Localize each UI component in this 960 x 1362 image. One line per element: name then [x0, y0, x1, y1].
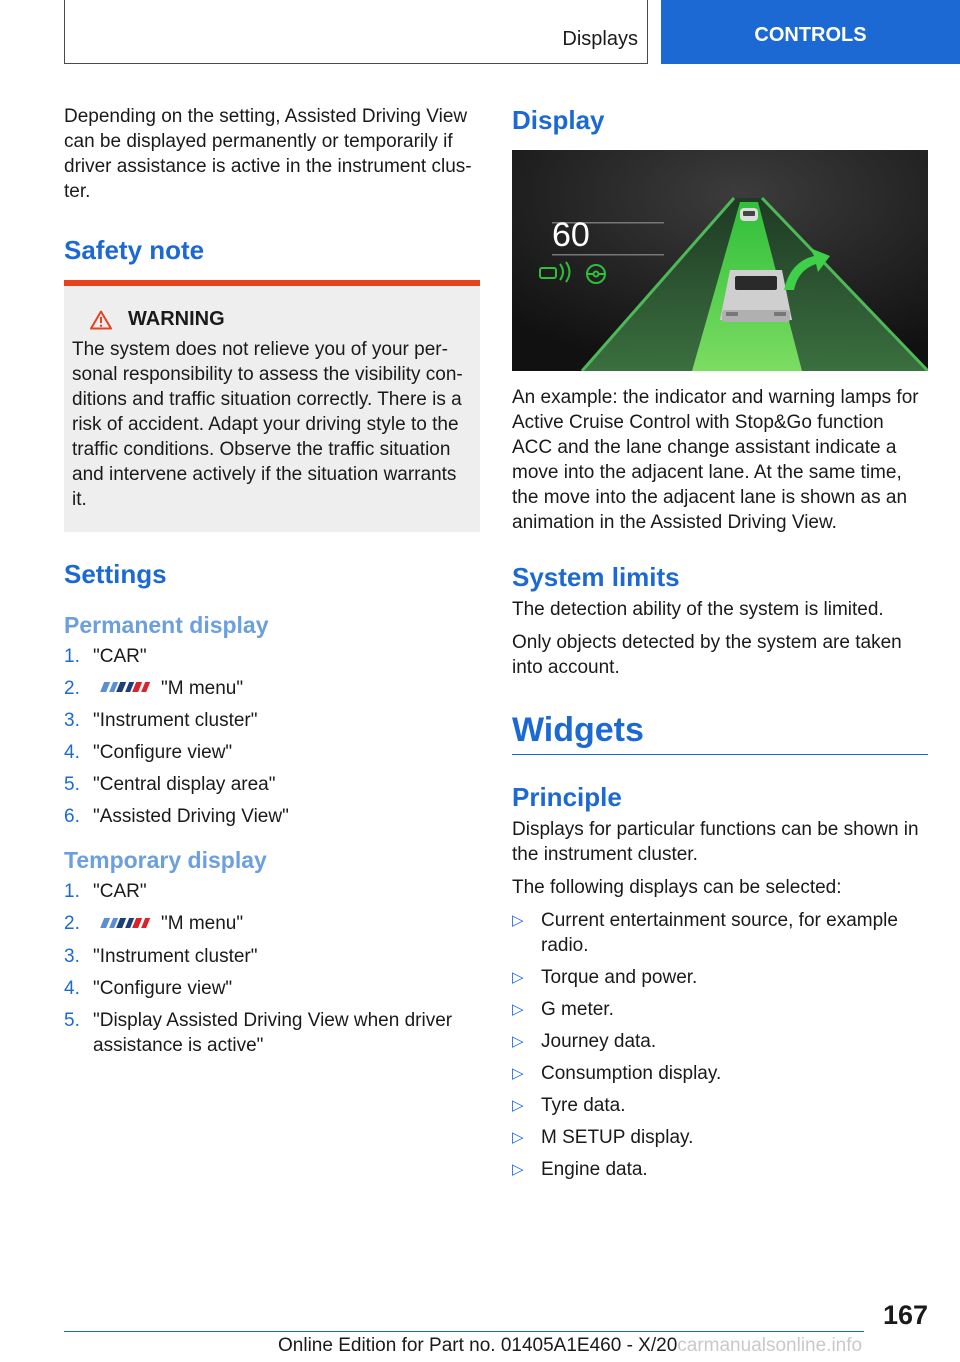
list-item: ▷ Current entertainment source, for example radio. — [512, 910, 898, 956]
assisted-driving-view-image — [512, 150, 928, 371]
header-frame — [64, 0, 648, 64]
safety-note-heading: Safety note — [64, 235, 205, 265]
warning-title-row — [72, 308, 472, 331]
list-item: ▷ G meter. — [512, 999, 614, 1020]
widgets-heading: Widgets — [512, 711, 644, 749]
triangle-bullet-icon: ▷ — [512, 1033, 524, 1050]
list-item: 5. "Central display area" — [64, 774, 276, 796]
image-caption: An example: the indicator and warning lamps for Active Cruise Control with Stop&Go function ACC and the lane change assistant indicate a move into the adjacent lane. At the same time, the move into the adjacent lane is shown as an animation in the Assisted Driving View. — [512, 387, 919, 533]
m-logo-icon — [97, 676, 153, 701]
list-item: 3. "Instrument cluster" — [64, 710, 258, 732]
footer-rule — [64, 1331, 864, 1332]
list-item: 2. "M menu" — [64, 676, 480, 701]
watermark-text: carmanualsonline.info — [677, 1335, 863, 1356]
triangle-bullet-icon: ▷ — [512, 1129, 524, 1146]
chapter-tab[interactable]: CONTROLS — [661, 0, 960, 64]
triangle-bullet-icon: ▷ — [512, 912, 524, 929]
lead-car-icon — [740, 208, 758, 221]
widget-options-list — [512, 908, 928, 1182]
list-item: 1. "CAR" — [64, 646, 147, 667]
list-item: 5. "Display Assisted Driving View when driver assistance is active" — [64, 1009, 453, 1056]
own-car-icon — [720, 270, 792, 322]
list-item: ▷ Journey data. — [512, 1031, 657, 1052]
list-item: ▷ Consumption display. — [512, 1063, 722, 1084]
triangle-bullet-icon: ▷ — [512, 969, 524, 986]
widgets-heading-rule — [512, 710, 928, 755]
list-item: 6. "Assisted Driving View" — [64, 806, 289, 828]
temporary-display-heading: Temporary display — [64, 847, 267, 874]
section-title: Displays — [562, 28, 638, 50]
limits-paragraph-1: The detection ability of the system is limited. — [512, 599, 884, 620]
list-item: 2. "M menu" — [64, 911, 480, 936]
display-heading: Display — [512, 105, 605, 135]
limits-paragraph-2: Only objects detected by the system are taken into account. — [512, 632, 902, 678]
list-item: ▷ Torque and power. — [512, 967, 698, 988]
edition-text: Online Edition for Part no. 01405A1E460 - X/20 — [278, 1335, 678, 1356]
warning-text: The system does not relieve you of your personal responsibility to assess the visibility conditions and traffic situation correctly. There is a risk of accident. Adapt your driving style to the traffic conditions. Observe the traffic situation and intervene actively if the situation warrants it. — [72, 339, 463, 510]
list-item: 4. "Configure view" — [64, 977, 233, 999]
triangle-bullet-icon: ▷ — [512, 1161, 524, 1178]
list-item: 4. "Configure view" — [64, 742, 233, 764]
footer-edition — [278, 1335, 862, 1357]
warning-title: WARNING — [128, 308, 225, 330]
list-item: ▷ Engine data. — [512, 1159, 648, 1180]
speed-readout: 60 — [552, 216, 590, 254]
intro-paragraph: Depending on the setting, Assisted Driving View can be displayed permanently or temporarily if driver assistance is active in the instrument cluster. — [64, 106, 472, 202]
left-column — [64, 104, 480, 1065]
triangle-bullet-icon: ▷ — [512, 1065, 524, 1082]
temporary-steps-list — [64, 879, 480, 1057]
page-number: 167 — [882, 1300, 928, 1330]
warning-box — [64, 280, 480, 532]
triangle-bullet-icon: ▷ — [512, 1001, 524, 1018]
principle-paragraph-2: The following displays can be selected: — [512, 877, 842, 898]
permanent-steps-list — [64, 644, 480, 829]
principle-paragraph-1: Displays for particular functions can be shown in the instrument cluster. — [512, 819, 919, 865]
m-logo-icon — [97, 912, 153, 937]
list-item: 3. "Instrument cluster" — [64, 945, 258, 967]
list-item: ▷ Tyre data. — [512, 1095, 626, 1116]
right-column — [512, 104, 928, 1189]
list-item: 1. "CAR" — [64, 881, 147, 903]
permanent-display-heading: Permanent display — [64, 612, 269, 638]
warning-triangle-icon — [90, 310, 112, 330]
list-item: ▷ M SETUP display. — [512, 1127, 694, 1148]
triangle-bullet-icon: ▷ — [512, 1097, 524, 1114]
settings-heading: Settings — [64, 559, 167, 589]
principle-heading: Principle — [512, 782, 622, 812]
system-limits-heading: System limits — [512, 562, 680, 592]
